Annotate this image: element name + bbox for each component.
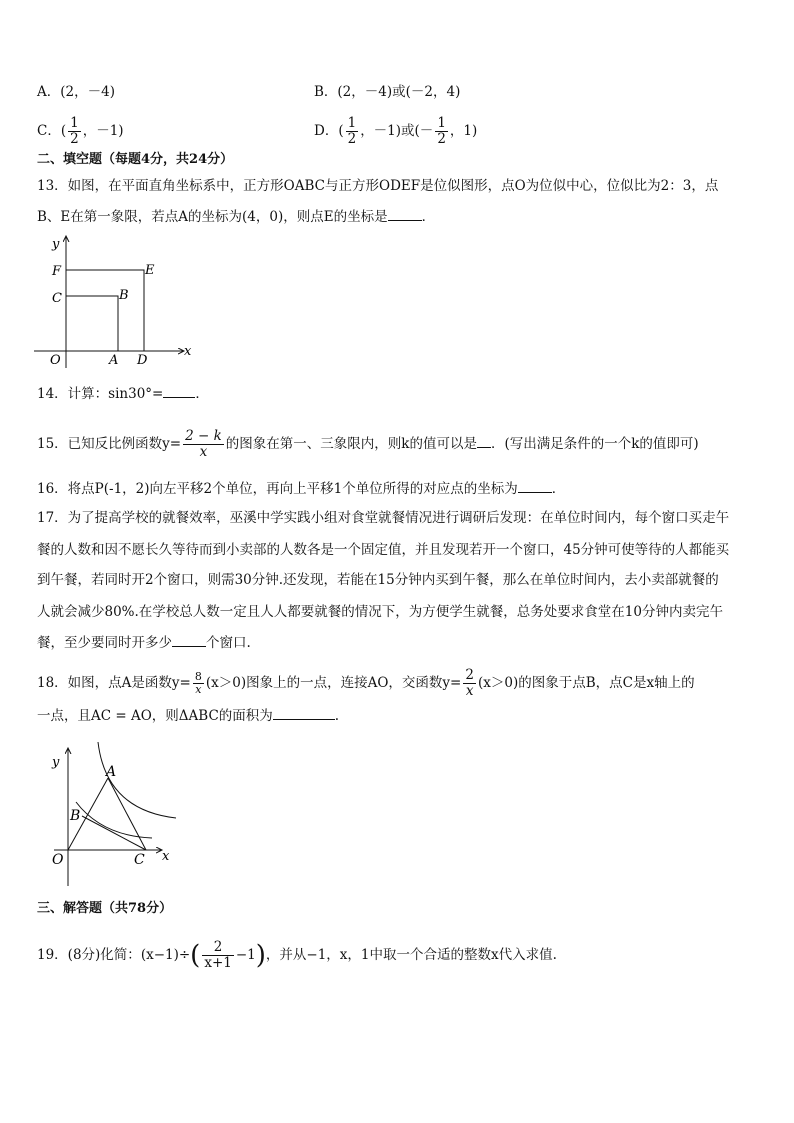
q19 (37, 940, 557, 971)
q18-answer-blank (273, 705, 335, 720)
q15-suffix-2: ．(写出满足条件的一个k的值即可) (490, 436, 699, 452)
q15 (37, 429, 699, 460)
label-o: O (52, 852, 64, 868)
q17-line-2: 餐的人数和因不愿长久等待而到小卖部的人数各是一个固定值，并且发现若开一个窗口，45分钟可使等待的人都能买 (37, 542, 730, 558)
q18-fraction-1 (193, 671, 204, 696)
label-c: C (52, 291, 62, 306)
label-y: y (52, 755, 60, 770)
fraction-denominator: x (199, 444, 208, 460)
fraction-numerator: 8 (194, 670, 202, 683)
q13-answer-blank (388, 206, 422, 221)
fraction-numerator: 1 (437, 115, 446, 131)
section-2-heading: 二、填空题（每题4分，共24分） (37, 152, 234, 167)
q14 (37, 383, 209, 404)
fraction-numerator: 2 − k (185, 428, 222, 444)
q18-line-1 (37, 668, 695, 699)
q14-answer-blank (163, 383, 195, 398)
q13-figure (34, 232, 194, 368)
q19-minus: −1 (235, 947, 256, 963)
label-b: B (70, 808, 81, 824)
q16-answer-blank (518, 478, 552, 493)
q19-expr-1: (x−1)÷ (140, 947, 191, 963)
label-e: E (145, 263, 155, 278)
square-oabc (66, 296, 118, 351)
q18-part-2: (x＞0)图象上的一点，连接AO，交函数y= (205, 675, 462, 691)
label-x: x (162, 849, 170, 864)
label-o: O (50, 353, 61, 368)
q15-answer-blank (477, 433, 491, 448)
fraction-denominator: 2 (347, 131, 357, 147)
option-c (37, 116, 124, 147)
right-paren: ) (255, 940, 266, 971)
q14-text: 14．计算：sin30°= (37, 386, 164, 402)
label-x: x (184, 344, 192, 359)
q17-end: 个窗口. (206, 635, 251, 651)
q15-fraction (183, 429, 224, 460)
option-c-fraction (68, 116, 81, 147)
left-paren: ( (190, 940, 201, 971)
square-odef (66, 270, 144, 351)
q13-line-2 (37, 206, 435, 227)
q14-end: ． (195, 386, 209, 402)
q13-text: B、E在第一象限，若点A的坐标为(4，0)，则点E的坐标是 (37, 209, 388, 225)
q13-end: ． (421, 209, 436, 225)
q19-prefix: 19．(8分)化简： (37, 947, 141, 963)
option-d-fraction-2 (435, 116, 448, 147)
option-d-suffix: ，1) (449, 123, 478, 139)
q17-line-5 (37, 632, 251, 653)
fraction-denominator: x (465, 683, 474, 699)
q16-end: ． (551, 481, 566, 497)
label-a: A (106, 764, 117, 780)
q18-text: 一点，且AC = AO，则ΔABC的面积为 (37, 708, 273, 724)
option-d-fraction-1 (346, 116, 359, 147)
label-c: C (134, 852, 145, 868)
q15-prefix: 15．已知反比例函数y= (37, 436, 182, 452)
q18-part-3: (x＞0)的图象于点B，点C是x轴上的 (477, 675, 695, 691)
option-c-suffix: ，－1) (82, 123, 124, 139)
q18-figure (44, 740, 184, 890)
option-c-prefix: C．( (37, 123, 67, 139)
q18-part-1: 18．如图，点A是函数y= (37, 675, 191, 691)
fraction-denominator: x (195, 683, 202, 696)
segment-bc (82, 816, 146, 850)
q17-line-3: 到午餐，若同时开2个窗口，则需30分钟.还发现，若能在15分钟内买到午餐，那么在单位时间内，去小卖部就餐的 (37, 572, 719, 588)
label-y: y (52, 237, 60, 252)
q19-suffix: ，并从−1，x，1中取一个合适的整数x代入求值. (265, 947, 557, 963)
label-a: A (109, 353, 119, 368)
q17-answer-blank (172, 632, 206, 647)
q17-line-4: 人就会减少80%.在学校总人数一定且人人都要就餐的情况下，为方便学生就餐，总务处要求食堂在10分钟内卖完午 (37, 604, 723, 620)
q18-fraction-2 (463, 668, 476, 699)
q15-suffix: 的图象在第一、三象限内，则k的值可以是 (225, 436, 477, 452)
option-b: B．(2，－4)或(－2，4) (314, 84, 461, 100)
label-f: F (52, 264, 62, 279)
label-b: B (119, 288, 129, 303)
q18-line-2 (37, 705, 339, 726)
q17-line-1: 17．为了提高学校的就餐效率，巫溪中学实践小组对食堂就餐情况进行调研后发现：在单位时间内，每个窗口买走午 (37, 510, 730, 526)
q13-line-1: 13．如图，在平面直角坐标系中，正方形OABC与正方形ODEF是位似图形，点O为位似中心，位似比为2：3，点 (37, 178, 719, 194)
fraction-numerator: 1 (347, 115, 357, 131)
option-d (314, 116, 477, 147)
option-d-middle: ，－1)或(－ (360, 123, 434, 139)
option-a: A．(2，－4) (37, 84, 115, 100)
q16 (37, 478, 565, 499)
fraction-numerator: 1 (70, 115, 79, 131)
q17-text: 餐，至少要同时开多少 (37, 635, 172, 651)
label-d: D (137, 353, 148, 368)
fraction-denominator: x+1 (204, 955, 232, 971)
q19-fraction (202, 940, 234, 971)
fraction-numerator: 2 (465, 667, 474, 683)
section-3-heading: 三、解答题（共78分） (37, 901, 173, 916)
fraction-denominator: 2 (437, 131, 446, 147)
q16-text: 16．将点P(-1，2)向左平移2个单位，再向上平移1个单位所得的对应点的坐标为 (37, 481, 518, 497)
curve-y-8-over-x (98, 742, 176, 818)
fraction-numerator: 2 (202, 940, 234, 956)
fraction-denominator: 2 (70, 131, 79, 147)
q18-end: . (334, 708, 340, 724)
option-d-prefix: D．( (314, 123, 344, 139)
segment-ac (108, 778, 146, 850)
